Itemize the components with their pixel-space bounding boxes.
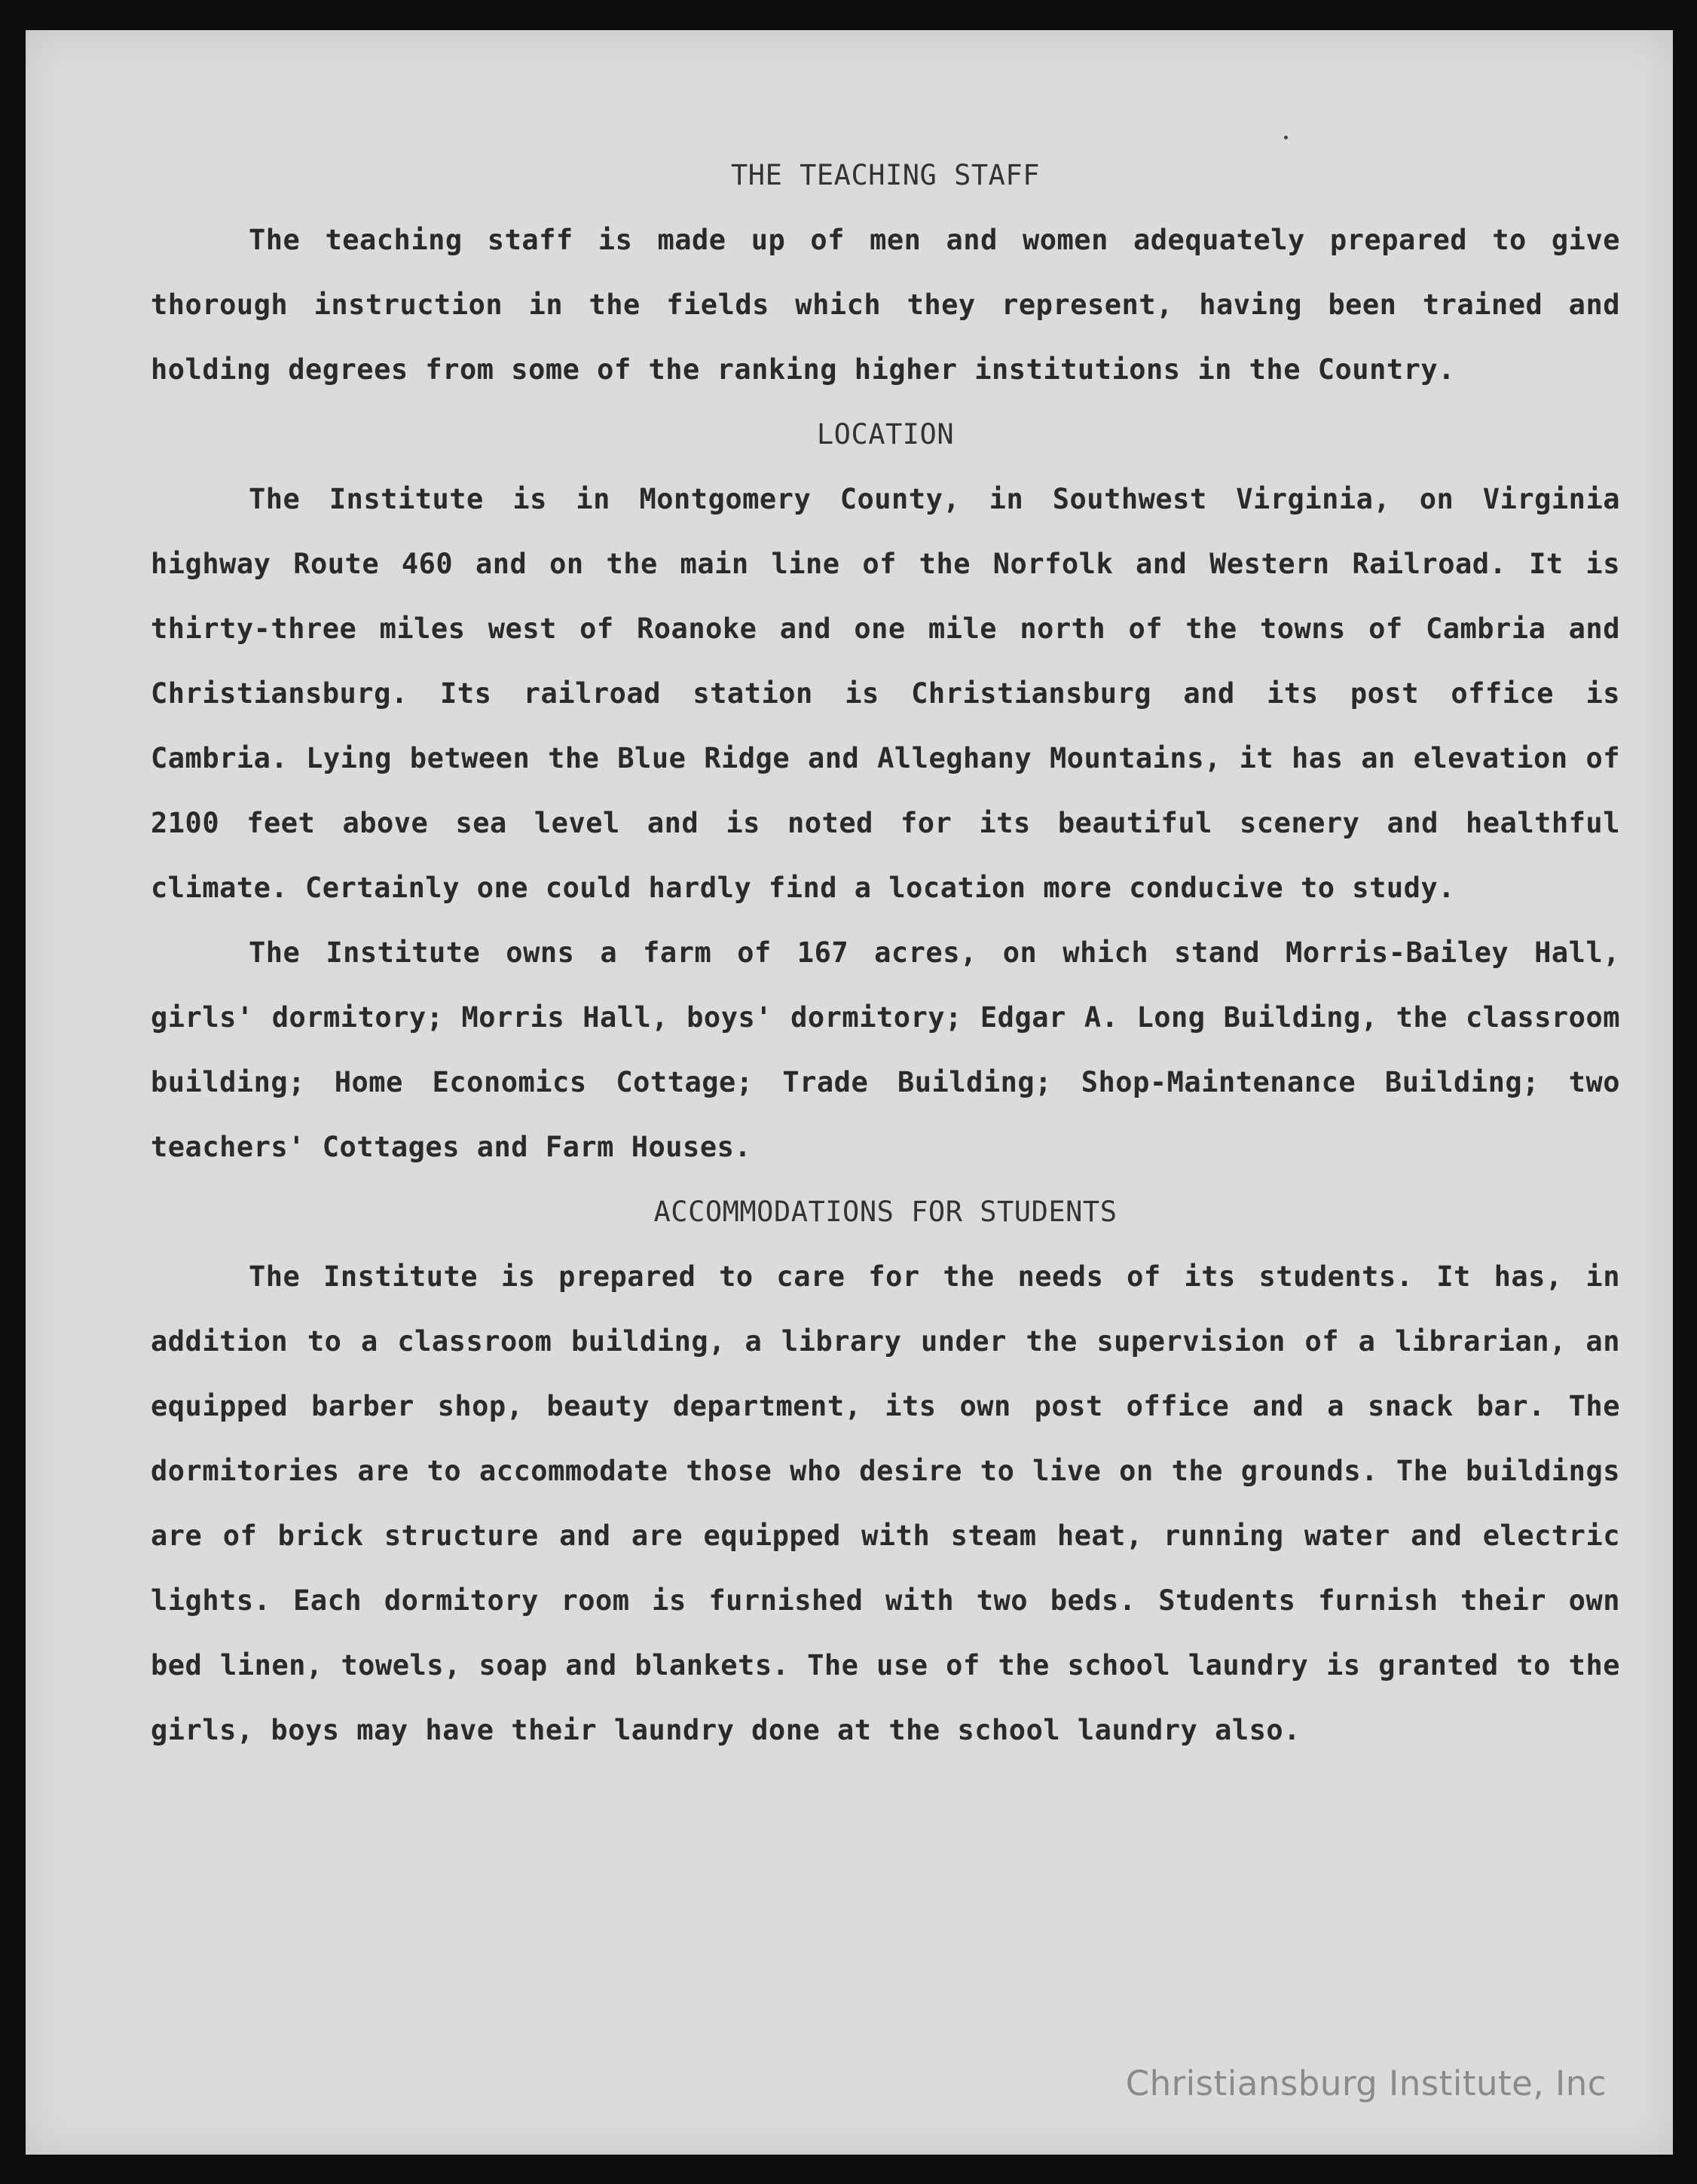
paragraph-farm: The Institute owns a farm of 167 acres, on which stand Morris-Bailey Hall, girls' dormitory; Morris Hall, boys' dormitory; Edgar A. Long Building, the classroom building; Home Economics Cottage; Trade Building; Shop-Maintenance Building; two teachers' Cottages and Farm Houses. (151, 936, 1620, 1163)
heading-teaching-staff: THE TEACHING STAFF (731, 159, 1040, 191)
paragraph-accommodations: The Institute is prepared to care for the needs of its students. It has, in addition to a classroom building, a library under the supervision of a librarian, an equipped barber shop, beauty department, its own post office and a snack bar. The dormitories are to accommodate those who desire to live on the grounds. The buildings are of brick structure and are equipped with steam heat, running water and electric lights. Each dormitory room is furnished with two beds. Students furnish their own bed linen, towels, soap and blankets. The use of the school laundry is granted to the girls, boys may have their laundry done at the school laundry also. (151, 1260, 1620, 1746)
document-page (26, 30, 1673, 2155)
watermark-text: Christiansburg Institute, Inc (1125, 2063, 1607, 2103)
document-body (151, 143, 1620, 1763)
paragraph-location: The Institute is in Montgomery County, in Southwest Virginia, on Virginia highway Route 460 and on the main line of the Norfolk and Western Railroad. It is thirty-three miles west of Roanoke and one mile north of the towns of Cambria and Christiansburg. Its railroad station is Christiansburg and its post office is Cambria. Lying between the Blue Ridge and Alleghany Mountains, it has an elevation of 2100 feet above sea level and is noted for its beautiful scenery and healthful climate. Certainly one could hardly find a location more conducive to study. (151, 483, 1620, 904)
heading-location: LOCATION (816, 418, 955, 451)
paragraph-teaching-staff: The teaching staff is made up of men and women adequately prepared to give thorough instruction in the fields which they represent, having been trained and holding degrees from some of the ranking higher institutions in the Country. (151, 224, 1620, 386)
heading-accommodations: ACCOMMODATIONS FOR STUDENTS (653, 1196, 1118, 1228)
paper-speck (1284, 136, 1288, 139)
